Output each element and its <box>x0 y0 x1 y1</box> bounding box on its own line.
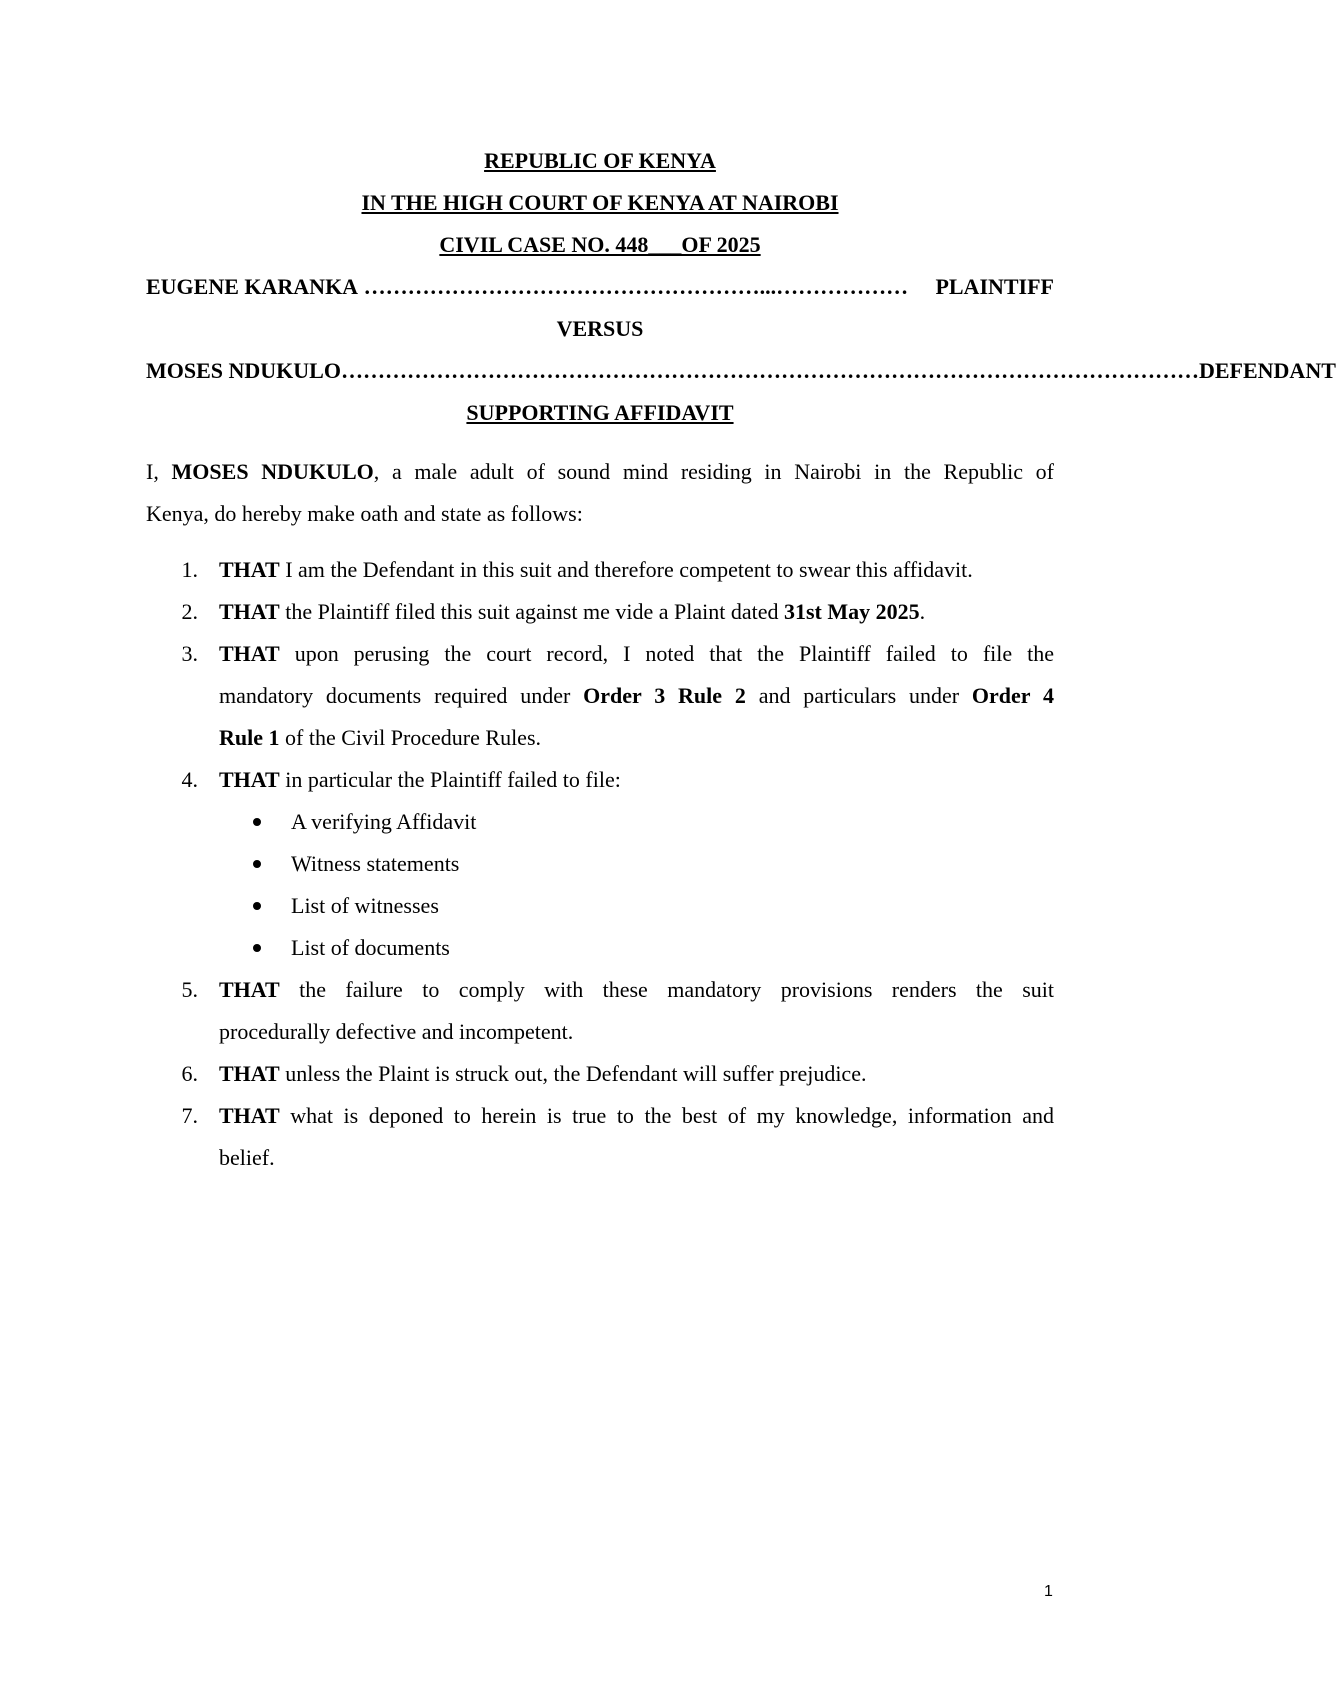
paragraph-1: THAT I am the Defendant in this suit and therefore competent to swear this affidavit. <box>219 557 973 582</box>
bullet-icon <box>253 860 261 868</box>
paragraph-2: THAT the Plaintiff filed this suit against me vide a Plaint dated 31st May 2025. <box>219 599 926 624</box>
paragraph-5-line-1: THAT the failure to comply with these mandatory provisions renders the suit <box>219 977 1054 1002</box>
versus: VERSUS <box>556 316 644 341</box>
list-item: A verifying Affidavit <box>291 809 477 834</box>
defendant-dots: ……………………………………………………………………………………………………… <box>340 358 1199 383</box>
plaintiff-name: EUGENE KARANKA <box>146 274 359 299</box>
paragraph-number: 3. <box>181 641 198 666</box>
intro-line-1: I, MOSES NDUKULO, a male adult of sound mind residing in Nairobi in the Republic of <box>146 459 1054 484</box>
paragraph-number: 6. <box>181 1061 198 1086</box>
heading-case-number: CIVIL CASE NO. 448___OF 2025 <box>439 232 761 257</box>
plaintiff-role: PLAINTIFF <box>935 274 1054 299</box>
paragraph-4: THAT in particular the Plaintiff failed to file: <box>219 767 621 792</box>
heading-republic: REPUBLIC OF KENYA <box>484 148 716 173</box>
bullet-icon <box>253 818 261 826</box>
paragraph-number: 2. <box>181 599 198 624</box>
paragraph-number: 5. <box>181 977 198 1002</box>
heading-court: IN THE HIGH COURT OF KENYA AT NAIROBI <box>361 190 839 215</box>
document-title: SUPPORTING AFFIDAVIT <box>466 400 734 425</box>
bullet-icon <box>253 944 261 952</box>
paragraph-7-line-1: THAT what is deponed to herein is true to the best of my knowledge, information and <box>219 1103 1054 1128</box>
list-item: List of witnesses <box>291 893 439 918</box>
defendant-line <box>146 357 1336 385</box>
intro-line-2: Kenya, do hereby make oath and state as follows: <box>146 501 583 526</box>
paragraph-7-line-2: belief. <box>219 1145 275 1170</box>
list-item: Witness statements <box>291 851 460 876</box>
plaintiff-line <box>146 273 1054 301</box>
paragraph-3-line-1: THAT upon perusing the court record, I noted that the Plaintiff failed to file the <box>219 641 1054 666</box>
paragraph-6: THAT unless the Plaint is struck out, the Defendant will suffer prejudice. <box>219 1061 867 1086</box>
deponent-name: MOSES NDUKULO <box>171 459 374 484</box>
defendant-role: DEFENDANT <box>1198 358 1336 383</box>
paragraph-number: 1. <box>181 557 198 582</box>
list-item: List of documents <box>291 935 450 960</box>
page-number: 1 <box>1044 1583 1053 1600</box>
paragraph-3-line-2: mandatory documents required under Order 3 Rule 2 and particulars under Order 4 <box>219 683 1055 708</box>
plaintiff-dots: ………………………………………………...……………… <box>363 274 909 299</box>
paragraph-number: 4. <box>181 767 198 792</box>
paragraph-number: 7. <box>181 1103 198 1128</box>
defendant-name: MOSES NDUKULO <box>146 358 341 383</box>
bullet-icon <box>253 902 261 910</box>
paragraph-5-line-2: procedurally defective and incompetent. <box>219 1019 574 1044</box>
paragraph-3-line-3: Rule 1 of the Civil Procedure Rules. <box>219 725 542 750</box>
